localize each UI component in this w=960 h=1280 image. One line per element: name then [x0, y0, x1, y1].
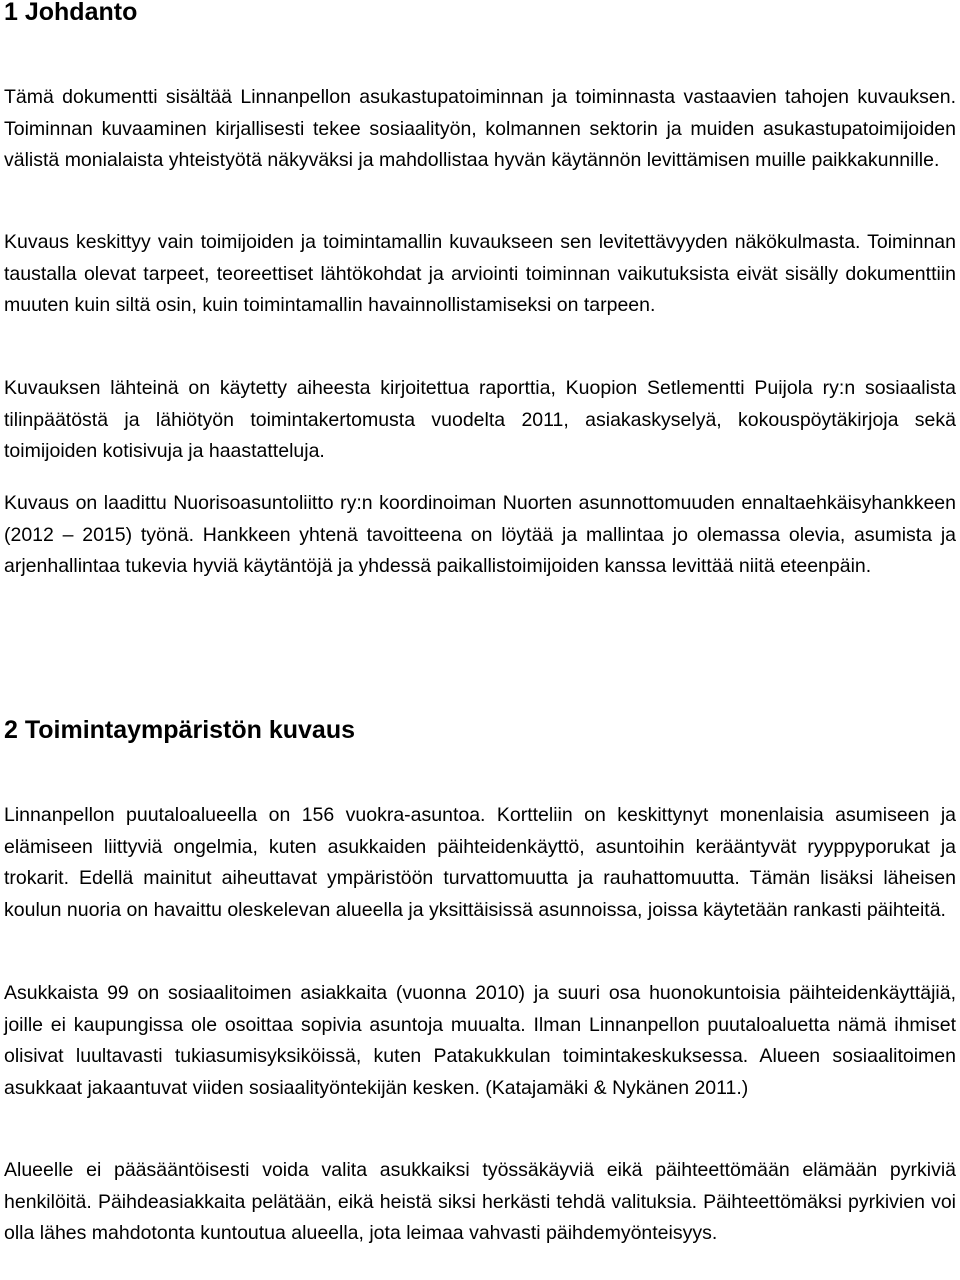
paragraph: Kuvaus on laadittu Nuorisoasuntoliitto ry:n koordinoiman Nuorten asunnottomuuden ennaltaehkäisyhankkeen (2012 – 2015) työnä. Hankkeen yhtenä tavoitteena on löytää ja mallintaa jo olemassa olevia, asumista ja arjenhallintaa tukevia hyviä käytäntöjä ja yhdessä paikallistoimijoiden kanssa levittää niitä eteenpäin. — [4, 492, 956, 577]
paragraph: Kuvaus keskittyy vain toimijoiden ja toimintamallin kuvaukseen sen levitettävyyden näkökulmasta. Toiminnan taustalla olevat tarpeet, teoreettiset lähtökohdat ja arviointi toiminnan vaikutuksista eivät sisälly dokumenttiin muuten kuin siltä osin, kuin toimintamallin havainnollistamiseksi on tarpeen. — [4, 231, 956, 316]
paragraph: Linnanpellon puutaloalueella on 156 vuokra-asuntoa. Kortteliin on keskittynyt monenlaisia asumiseen ja elämiseen liittyviä ongelmia, kuten asukkaiden päihteidenkäyttö, asuntoihin kerääntyvät ryyppyporukat ja trokarit. Edellä mainitut aiheuttavat ympäristöön turvattomuutta ja rauhattomuutta. Tämän lisäksi läheisen koulun nuoria on havaittu oleskelevan alueella ja yksittäisissä asunnoissa, joissa käytetään rankasti päihteitä. — [4, 804, 956, 921]
paragraph: Kuvauksen lähteinä on käytetty aiheesta kirjoitettua raporttia, Kuopion Setlementti Puijola ry:n sosiaalista tilinpäätöstä ja lähiötyön toimintakertomusta vuodelta 2011, asiakaskyselyä, kokouspöytäkirjoja sekä toimijoiden kotisivuja ja haastatteluja. — [4, 377, 956, 462]
paragraph: Asukkaista 99 on sosiaalitoimen asiakkaita (vuonna 2010) ja suuri osa huonokuntoisia päihteidenkäyttäjiä, joille ei kaupungissa ole osoittaa sopivia asuntoja muualta. Ilman Linnanpellon puutaloaluetta nämä ihmiset olisivat luultavasti tukiasumisyksiköissä, kuten Patakukkulan toimintakeskuksessa. Alueen sosiaalitoimen asukkaat jakaantuvat viiden sosiaalityöntekijän kesken. (Katajamäki & Nykänen 2011.) — [4, 982, 956, 1099]
section-heading-johdanto: 1 Johdanto — [4, 0, 138, 26]
section-heading-toimintaympariston-kuvaus: 2 Toimintaympäristön kuvaus — [4, 716, 356, 744]
paragraph: Alueelle ei pääsääntöisesti voida valita asukkaiksi työssäkäyviä eikä päihteettömään elämään pyrkiviä henkilöitä. Päihdeasiakkaita pelätään, eikä heistä siksi herkästi tehdä valituksia. Päihteettömäksi pyrkivien voi olla lähes mahdotonta kuntoutua alueella, jota leimaa vahvasti päihdemyönteisyys. — [4, 1159, 956, 1244]
paragraph: Tämä dokumentti sisältää Linnanpellon asukastupatoiminnan ja toiminnasta vastaavien tahojen kuvauksen. Toiminnan kuvaaminen kirjallisesti tekee sosiaalityön, kolmannen sektorin ja muiden asukastupatoimijoiden välistä monialaista yhteistyötä näkyväksi ja mahdollistaa hyvän käytännön levittämisen muille paikkakunnille. — [4, 86, 956, 171]
